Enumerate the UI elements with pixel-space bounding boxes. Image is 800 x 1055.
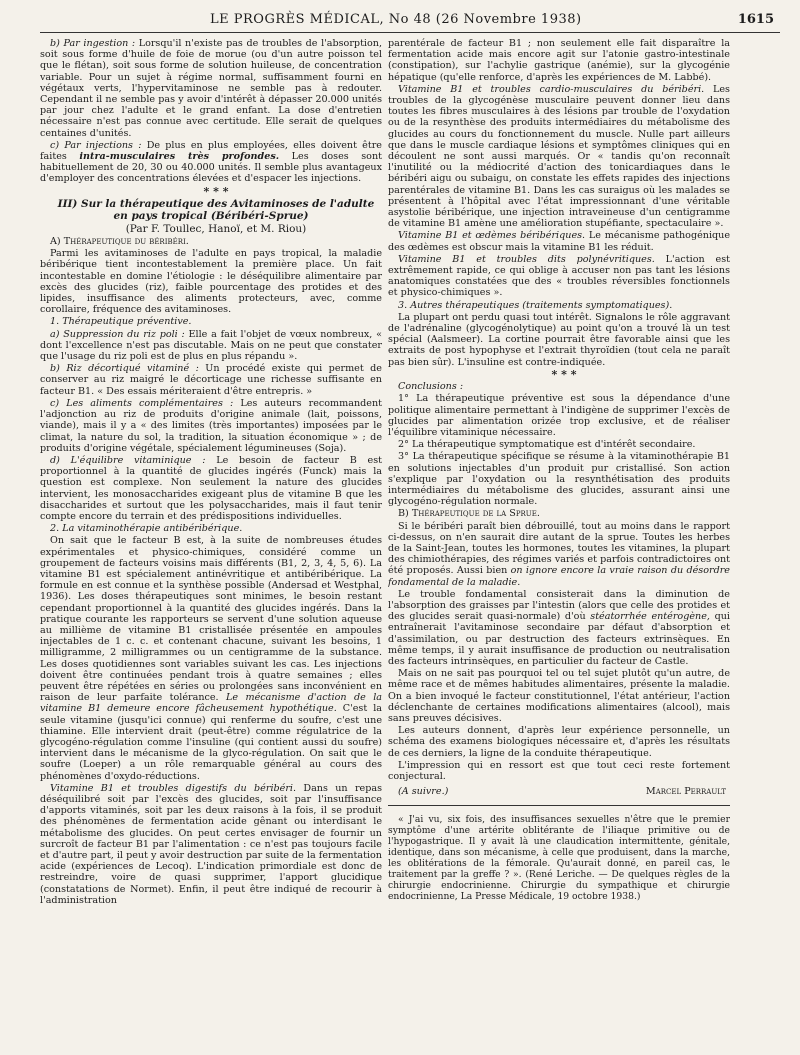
- emphasis: Vitamine B1 et troubles dits polynévritiques.: [398, 253, 655, 265]
- section-separator: * * *: [551, 367, 577, 381]
- paragraph-label: b) Riz décortiqué vitaminé :: [50, 363, 199, 375]
- to-be-continued: (A suivre.): [398, 786, 449, 798]
- paragraph-text: Le besoin de facteur B est proportionnel à la quantité de glucides ingérés (Funck) mais la question est complexe. Non seulement la nature des glucides intervient, les monosaccharides exigeant plus de vitamine B que les disaccharides et surtout que les polysaccharides, mais il faut tenir compte encore du terrain et des prédispositions individuelles.: [40, 454, 382, 522]
- paragraph: L'impression qui en ressort est que tout ceci reste fortement conjectural.: [388, 759, 730, 782]
- paragraph-text: Dans un repas déséquilibré soit par l'excès des glucides, soit par l'insuffisance d'apports vitaminés, soit par les deux raisons à la fois, il se produit des phénomènes de fermentation acide gênant ou interdisant le métabolisme des glucides. On peut certes envisager de fournir un surcroît de facteur B1 par l'alimentation : ce n'est pas toujours facile et d'autre part, il peut y avoir destruction par suite de la fermentation acide (expériences de Lecoq). L'indication primordiale est donc de restreindre, voire de quasi supprimer, l'apport glucidique (constatations de Normet). Enfin, il peut être indiqué de recourir à l'administration: [40, 782, 382, 906]
- running-title: LE PROGRÈS MÉDICAL, No 48 (26 Novembre 1938): [210, 12, 582, 27]
- right-column: [388, 38, 730, 1043]
- paragraph-text: Si le béribéri paraît bien débrouillé, tout au moins dans le rapport ci-dessus, on n'en saurait dire autant de la sprue. Toutes les herbes de la Saint-Jean, toutes les hormones, toutes les vitamines, la plupart des chimiothérapies, des régimes variés et parfois contradictoires ont été proposés. Aussi bien: [388, 520, 730, 577]
- article-authors: (Par F. Toullec, Hanoï, et M. Riou): [125, 222, 307, 235]
- divider: [388, 805, 730, 806]
- emphasis: stéatorrhée entérogène,: [590, 611, 710, 623]
- paragraph: [40, 783, 382, 906]
- paragraph: [40, 455, 382, 522]
- conclusion-item: 2° La thérapeutique symptomatique est d'intérêt secondaire.: [398, 439, 696, 451]
- emphasis: on ignore encore la vraie raison du désordre fondamental de la maladie.: [388, 565, 730, 588]
- subsection-title: 3. Autres thérapeutiques (traitements symptomatiques).: [398, 299, 673, 311]
- paragraph: [40, 140, 382, 185]
- paragraph: [388, 521, 730, 588]
- emphasis: intra-musculaires très profondes.: [79, 151, 280, 163]
- paragraph: [388, 230, 730, 252]
- subsection-heading: [388, 300, 730, 311]
- paragraph: parentérale de facteur B1 ; non seulement elle fait disparaître la fermentation acide mais encore agit sur l'atonie gastro-intestinale (constipation), sur l'achylie gastrique (anémie), sur la glycogénie hépatique (qu'elle renforce, d'après les expériences de M. Labbé).: [388, 38, 730, 83]
- paragraph-text: C'est la seule vitamine (jusqu'ici connue) qui renferme du soufre, c'est une thiamine. Elle intervient drait (peut-être) comme régulatrice de la glycogéno-régulation comme l'insuline (qui contient aussi du soufre) intervient dans le mécanisme de la glyco-régulation. On sait que le soufre (Loeper) a un rôle remarquable général au cours des phénomènes d'oxydo-réductions.: [40, 703, 382, 782]
- subsection-heading: [40, 523, 382, 534]
- paragraph-text: Les auteurs recommandent l'adjonction au riz de produits d'origine animale (lait, poissons, viande), mais il y a « des limites (très importantes) imposées par le climat, la nature du sol, la tradition, la situation économique » ; de produits d'origine végétale, spécialement légumineuses (Soja).: [40, 397, 382, 454]
- paragraph-label: d) L'équilibre vitaminique :: [50, 454, 206, 466]
- paragraph-text: qui entraînerait l'avitaminose secondaire par défaut d'absorption et d'assimilation, ou par destruction des facteurs extrinsèques. En même temps, il y aurait insuffisance de production ou neutralisation des facteurs intrinsèques, en particulier du facteur de Castle.: [388, 611, 730, 667]
- paragraph: Mais on ne sait pas pourquoi tel ou tel sujet plutôt qu'un autre, de même race et de mêmes habitudes alimentaires, présente la maladie. On a bien invoqué le facteur constitutionnel, l'état antérieur, l'action déclenchante de certaines modifications alimentaires (alcool), mais sans preuves décisives.: [388, 668, 730, 724]
- paragraph: [388, 589, 730, 667]
- paragraph-text: Le trouble fondamental consisterait dans la diminution de l'absorption des graisses par l'intestin (alors que celle des protides et des glucides serait quasi-normale) d'où: [388, 588, 730, 623]
- page-header: [40, 10, 780, 33]
- conclusion-item: 3° La thérapeutique spécifique se résume à la vitaminothérapie B1 en solutions injectables d'un produit pur cristallisé. Son action s'explique par l'oxydation ou la resynthétisation des produits intermédiaires du métabolisme des glucides, assurant ainsi une glycogéno-régulation normale.: [388, 451, 730, 508]
- article-title: III) Sur la thérapeutique des Avitaminoses de l'adulte en pays tropical (Béribéri-Sprue): [57, 197, 375, 223]
- paragraph-text: Les troubles de la glycogénèse musculaire peuvent donner lieu dans toutes les fibres musculaires à des lésions par trouble de l'oxydation ou de la resynthèse des produits intermédiaires du métabolisme des glucides au cours du fonctionnement du muscle. Nulle part ailleurs que dans le muscle cardiaque lésions et symptômes cliniques qui en découlent ne sont aussi marqués. Or « tandis qu'on reconnaît l'inutilité ou la médiocrité d'action des tonicardiaques dans le béribéri aigu ou subaigu, on constate les effets rapides des injections parentérales de vitamine B1. Dans les cas suraigus où les malades se présentent à l'hôpital avec l'état impressionnant d'une véritable asystolie béribérique, une injection intraveineuse d'un centigramme de vitamine B1 amène une amélioration stupéfiante, spectaculaire ».: [388, 83, 730, 230]
- subsection-title: 1. Thérapeutique préventive.: [50, 316, 192, 328]
- emphasis: Vitamine B1 et troubles digestifs du béribéri.: [50, 782, 297, 794]
- paragraph: [388, 254, 730, 299]
- page-number: 1615: [737, 12, 774, 27]
- paragraph-text: Les doses sont habituellement de 20, 30 ou 40.000 unités. Il semble plus avantageux d'employer des concentrations élevées et d'espacer les injections.: [40, 151, 382, 185]
- author-signature: Marcel Perrault: [645, 786, 726, 798]
- left-column: [40, 38, 382, 1043]
- paragraph-label: c) Les aliments complémentaires :: [50, 397, 234, 409]
- emphasis: Vitamine B1 et œdèmes béribériques.: [398, 230, 586, 242]
- signature-row: [388, 786, 730, 797]
- conclusions-heading: [388, 381, 730, 392]
- paragraph-label: b) Par ingestion :: [50, 38, 136, 49]
- paragraph: [40, 363, 382, 397]
- section-separator: * * *: [203, 184, 229, 198]
- conclusion-item: 1° La thérapeutique préventive est sous la dépendance d'une politique alimentaire permettant à l'indigène de supprimer l'excès de glucides par alimentation orizée trop exclusive, et de réaliser l'équilibre vitaminique nécessaire.: [388, 393, 730, 438]
- subsection-title: 2. La vitaminothérapie antibéribérique.: [50, 523, 243, 535]
- emphasis: Vitamine B1 et troubles cardio-musculaires du béribéri.: [398, 83, 705, 95]
- paragraph: [40, 38, 382, 139]
- paragraph-text: Le mécanisme pathogénique des œdèmes est obscur mais la vitamine B1 les réduit.: [388, 230, 730, 253]
- emphasis: Le mécanisme d'action de la vitamine B1 demeure encore fâcheusement hypothétique.: [40, 692, 382, 715]
- paragraph-text: On sait que le facteur B est, à la suite de nombreuses études expérimentales et physico-chimiques, considéré comme un groupement de facteurs voisins mais différents (B1, 2, 3, 4, 5, 6). La vitamine B1 est spécialement antinévritique et antibéribérique. La formule en est connue et la synthèse possible (Andersad et Westphal, 1936). Les doses thérapeutiques sont minimes, le besoin restant cependant proportionnel à la quantité des glucides ingérés. Dans la pratique courante les rapporteurs se servent d'une solution aqueuse au millième de vitamine B1 cristallisée présentée en ampoules injectables de 1 c. c. et contenant chacune, suivant les besoins, 1 milligramme, 2 milligrammes ou un centigramme de la substance. Les doses quotidiennes sont variables suivant les cas. Les injections doivent être continuées pendant trois à quatre semaines ; elles peuvent être répétées en séries ou prolongées sans inconvénient en raison de leur parfaite tolérance.: [40, 535, 382, 704]
- paragraph-text: Un procédé existe qui permet de conserver au riz maigré le décorticage une richesse suffisante en facteur B1. « Des essais mériteraient d'être entrepris. »: [40, 363, 382, 397]
- conclusions-title: Conclusions :: [398, 381, 464, 393]
- section-heading: B) Thérapeutique de la Sprue.: [398, 508, 540, 520]
- paragraph: [40, 329, 382, 363]
- paragraph: La plupart ont perdu quasi tout intérêt. Signalons le rôle aggravant de l'adrénaline (glycogénolytique) au point qu'on a trouvé là un test spécial (Aalsmeer). La cortine pourrait être favorable ainsi que les extraits de post hypophyse et l'extrait thyroïdien (tout cela ne paraît pas bien sûr). L'insuline est contre-indiquée.: [388, 311, 730, 368]
- paragraph-label: a) Suppression du riz poli :: [50, 328, 185, 340]
- paragraph-text: De plus en plus employées, elles doivent être faites: [40, 139, 382, 163]
- paragraph: Parmi les avitaminoses de l'adulte en pays tropical, la maladie béribérique tient incontestablement la première place. Un fait incontestable en domine l'étiologie : le déséquilibre alimentaire par excès des glucides (riz), faible pourcentage des protides et des lipides, insuffisance des aliments protecteurs, avec, comme corollaire, fréquence des avitaminoses.: [40, 248, 382, 316]
- paragraph: [40, 535, 382, 781]
- paragraph: [388, 84, 730, 230]
- paragraph-text: L'action est extrêmement rapide, ce qui oblige à accuser non pas tant les lésions anatomiques constatées que des « troubles réversibles fonctionnels et physico-chimiques ».: [388, 253, 730, 299]
- paragraph-text: Elle a fait l'objet de vœux nombreux, « dont l'excellence n'est pas discutable. Mais on ne peut que constater que l'usage du riz poli est de plus en plus répandu ».: [40, 328, 382, 363]
- subsection-heading: [40, 316, 382, 327]
- paragraph: Les auteurs donnent, d'après leur expérience personnelle, un schéma des examens biologiques nécessaire et, d'après les résultats de ces derniers, la ligne de la conduite thérapeutique.: [388, 725, 730, 759]
- section-heading: A) Thérapeutique du béribéri.: [50, 236, 189, 248]
- quotation-box: « J'ai vu, six fois, des insuffisances sexuelles n'être que le premier symptôme d'une artérite oblitérante de l'iliaque primitive ou de l'hypogastrique. Il y avait là une claudication intermittente, génitale, identique, dans son mécanisme, à celle que produisent, dans la marche, les oblitérations de la fémorale. Qu'aurait donné, en pareil cas, le traitement par la greffe ? ». (René Leriche. — De quelques règles de la chirurgie endocrinienne. Chirurgie du sympathique et chirurgie endocrinienne, La Presse Médicale, 19 octobre 1938.): [388, 814, 730, 903]
- paragraph-label: c) Par injections :: [50, 139, 142, 151]
- paragraph: [40, 398, 382, 454]
- paragraph-text: Lorsqu'il n'existe pas de troubles de l'absorption, soit sous forme d'huile de foie de morue (ou d'un autre poisson tel que le flétan), soit sous forme de solution huileuse, de concentration variable. Pour un sujet à régime normal, suffisamment fourni en végétaux verts, l'hypervitaminose ne semble pas à redouter. Cependant il ne semble pas y avoir d'intérêt à dépasser 20.000 unités par jour chez l'adulte et le grand enfant. La dose d'entretien nécessaire n'est pas connue avec certitude. Elle serait de quelques centaines d'unités.: [40, 38, 382, 139]
